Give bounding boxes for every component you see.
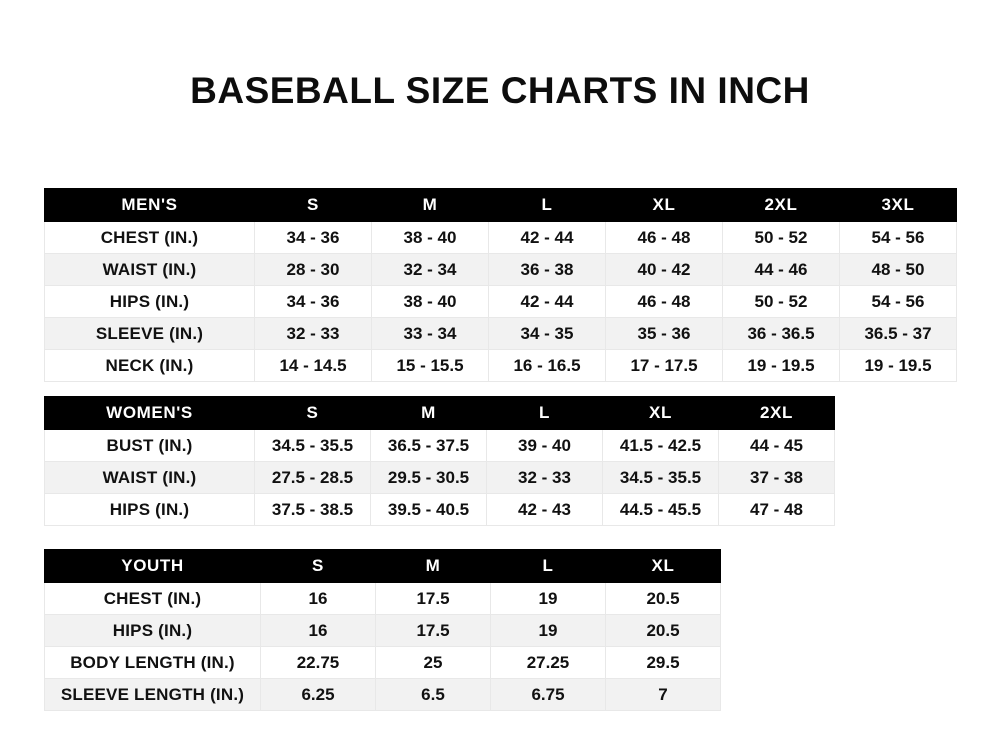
table-header-row (45, 550, 721, 583)
table-header-row (45, 189, 957, 222)
column-header: M (371, 397, 487, 430)
row-label: BODY LENGTH (IN.) (45, 647, 261, 679)
table-cell: 34 - 36 (255, 222, 372, 254)
table-cell: 42 - 44 (489, 222, 606, 254)
table-row (45, 286, 957, 318)
table-cell: 39 - 40 (487, 430, 603, 462)
table-cell: 36.5 - 37 (840, 318, 957, 350)
table-cell: 37 - 38 (719, 462, 835, 494)
column-header: L (491, 550, 606, 583)
table-cell: 29.5 (606, 647, 721, 679)
row-label: WAIST (IN.) (45, 254, 255, 286)
table-cell: 7 (606, 679, 721, 711)
table-cell: 19 - 19.5 (840, 350, 957, 382)
table-cell: 32 - 34 (372, 254, 489, 286)
table-cell: 46 - 48 (606, 286, 723, 318)
table-row (45, 350, 957, 382)
row-label: SLEEVE LENGTH (IN.) (45, 679, 261, 711)
mens-table-head (45, 189, 957, 222)
youth-table-body (45, 583, 721, 711)
column-header: XL (603, 397, 719, 430)
table-cell: 44 - 45 (719, 430, 835, 462)
table-cell: 6.25 (261, 679, 376, 711)
table-row (45, 647, 721, 679)
mens-size-table (44, 188, 957, 382)
table-cell: 29.5 - 30.5 (371, 462, 487, 494)
column-header: WOMEN'S (45, 397, 255, 430)
row-label: HIPS (IN.) (45, 615, 261, 647)
womens-size-table (44, 396, 835, 526)
table-cell: 34 - 36 (255, 286, 372, 318)
row-label: WAIST (IN.) (45, 462, 255, 494)
column-header: XL (606, 550, 721, 583)
table-cell: 36 - 36.5 (723, 318, 840, 350)
row-label: BUST (IN.) (45, 430, 255, 462)
table-row (45, 222, 957, 254)
table-cell: 6.75 (491, 679, 606, 711)
row-label: CHEST (IN.) (45, 222, 255, 254)
row-label: CHEST (IN.) (45, 583, 261, 615)
table-cell: 44.5 - 45.5 (603, 494, 719, 526)
row-label: NECK (IN.) (45, 350, 255, 382)
column-header: 3XL (840, 189, 957, 222)
table-cell: 50 - 52 (723, 222, 840, 254)
page-title: BASEBALL SIZE CHARTS IN INCH (190, 70, 810, 111)
column-header: L (487, 397, 603, 430)
table-cell: 32 - 33 (255, 318, 372, 350)
row-label: HIPS (IN.) (45, 286, 255, 318)
table-cell: 34.5 - 35.5 (255, 430, 371, 462)
column-header: M (372, 189, 489, 222)
table-cell: 38 - 40 (372, 286, 489, 318)
table-row (45, 583, 721, 615)
table-cell: 35 - 36 (606, 318, 723, 350)
table-cell: 15 - 15.5 (372, 350, 489, 382)
table-cell: 54 - 56 (840, 222, 957, 254)
table-cell: 25 (376, 647, 491, 679)
table-cell: 36.5 - 37.5 (371, 430, 487, 462)
column-header: M (376, 550, 491, 583)
table-cell: 17.5 (376, 583, 491, 615)
column-header: S (255, 189, 372, 222)
youth-table-head (45, 550, 721, 583)
table-cell: 33 - 34 (372, 318, 489, 350)
table-cell: 50 - 52 (723, 286, 840, 318)
table-header-row (45, 397, 835, 430)
table-cell: 38 - 40 (372, 222, 489, 254)
womens-table-body (45, 430, 835, 526)
table-cell: 34.5 - 35.5 (603, 462, 719, 494)
table-cell: 39.5 - 40.5 (371, 494, 487, 526)
table-cell: 48 - 50 (840, 254, 957, 286)
table-cell: 27.5 - 28.5 (255, 462, 371, 494)
mens-table-body (45, 222, 957, 382)
table-cell: 42 - 44 (489, 286, 606, 318)
table-cell: 17.5 (376, 615, 491, 647)
table-cell: 17 - 17.5 (606, 350, 723, 382)
table-row (45, 679, 721, 711)
row-label: SLEEVE (IN.) (45, 318, 255, 350)
table-cell: 32 - 33 (487, 462, 603, 494)
table-row (45, 430, 835, 462)
row-label: HIPS (IN.) (45, 494, 255, 526)
table-row (45, 615, 721, 647)
table-cell: 16 (261, 615, 376, 647)
column-header: YOUTH (45, 550, 261, 583)
table-row (45, 462, 835, 494)
table-cell: 16 (261, 583, 376, 615)
table-cell: 46 - 48 (606, 222, 723, 254)
table-cell: 44 - 46 (723, 254, 840, 286)
table-cell: 41.5 - 42.5 (603, 430, 719, 462)
column-header: S (261, 550, 376, 583)
table-cell: 22.75 (261, 647, 376, 679)
column-header: 2XL (723, 189, 840, 222)
table-cell: 54 - 56 (840, 286, 957, 318)
column-header: L (489, 189, 606, 222)
column-header: 2XL (719, 397, 835, 430)
table-row (45, 318, 957, 350)
table-cell: 36 - 38 (489, 254, 606, 286)
column-header: S (255, 397, 371, 430)
table-cell: 37.5 - 38.5 (255, 494, 371, 526)
table-cell: 47 - 48 (719, 494, 835, 526)
table-cell: 34 - 35 (489, 318, 606, 350)
table-cell: 6.5 (376, 679, 491, 711)
table-row (45, 494, 835, 526)
table-cell: 19 (491, 615, 606, 647)
column-header: MEN'S (45, 189, 255, 222)
table-cell: 19 - 19.5 (723, 350, 840, 382)
table-cell: 28 - 30 (255, 254, 372, 286)
table-cell: 42 - 43 (487, 494, 603, 526)
table-cell: 27.25 (491, 647, 606, 679)
table-cell: 40 - 42 (606, 254, 723, 286)
womens-table-head (45, 397, 835, 430)
table-cell: 19 (491, 583, 606, 615)
table-cell: 16 - 16.5 (489, 350, 606, 382)
table-cell: 20.5 (606, 583, 721, 615)
table-cell: 14 - 14.5 (255, 350, 372, 382)
table-row (45, 254, 957, 286)
column-header: XL (606, 189, 723, 222)
youth-size-table (44, 549, 721, 711)
table-cell: 20.5 (606, 615, 721, 647)
